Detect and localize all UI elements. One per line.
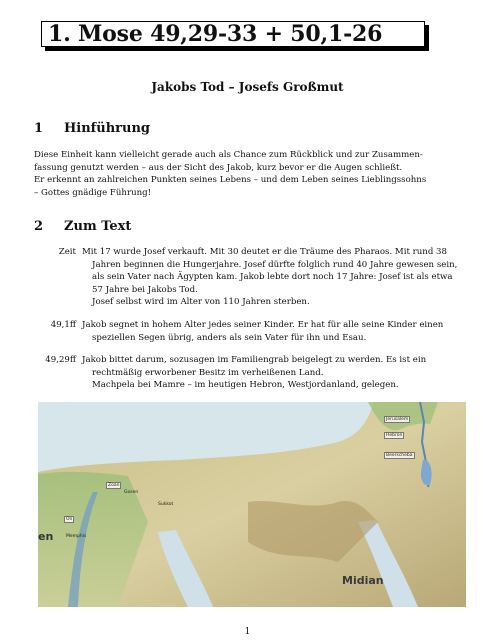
- entry-text: [82, 354, 464, 392]
- entry-label: 49,29ff: [45, 355, 76, 365]
- map-label-en: en: [38, 530, 54, 543]
- map-label-hebron: Hebron: [386, 433, 403, 438]
- entry-line: Jakob bittet darum, sozusagen im Familiengrab beigelegt zu werden. Es ist ein: [82, 355, 427, 365]
- section-heading-2: [34, 219, 131, 234]
- page-title: 1. Mose 49,29-33 + 50,1-26: [48, 21, 383, 47]
- entry-line: als sein Vater nach Ägypten kam. Jakob lebte dort noch 17 Jahre: Josef ist als etwa: [92, 272, 453, 283]
- entry-line: rechtmäßig erworbener Besitz im verheißenen Land.: [92, 367, 324, 378]
- section-number: 1: [34, 121, 44, 136]
- entry-line: speziellen Segen übrig, anders als sein Vater für ihn und Esau.: [92, 332, 367, 343]
- intro-line: – Gottes gnädige Führung!: [34, 187, 152, 198]
- subtitle: Jakobs Tod – Josefs Großmut: [151, 80, 344, 94]
- intro-line: Diese Einheit kann vielleicht gerade auch als Chance zum Rückblick und zur Zusammen-: [34, 150, 423, 160]
- entry-text: [82, 319, 464, 344]
- relief-map: [38, 402, 466, 607]
- map-label-jerusalem: Jerusalem: [386, 417, 409, 422]
- entry-line: Jahren beginnen die Hungerjahre. Josef dürfte folglich rund 40 Jahre gewesen sein,: [92, 259, 458, 270]
- map-label-sukkot: Sukkot: [158, 502, 174, 507]
- section-title: Hinführung: [64, 121, 151, 136]
- map-label-zoan: Zoan: [108, 483, 120, 488]
- intro-paragraph: [34, 149, 464, 199]
- entry-line: Mit 17 wurde Josef verkauft. Mit 30 deutet er die Träume des Pharaos. Mit rund 38: [82, 247, 447, 257]
- map-label-midian: Midian: [342, 574, 384, 587]
- page-number: 1: [244, 627, 251, 637]
- entry-text: [82, 246, 464, 309]
- entry-line: Jakob segnet in hohem Alter jedes seiner Kinder. Er hat für alle seine Kinder einen: [82, 320, 444, 330]
- section-title: Zum Text: [64, 219, 132, 234]
- entry-line: Machpela bei Mamre – im heutigen Hebron, Westjordanland, gelegen.: [92, 380, 399, 391]
- section-heading-1: [34, 121, 150, 136]
- title-box: [41, 21, 425, 47]
- section-number: 2: [34, 219, 44, 234]
- intro-line: Er erkennt an zahlreichen Punkten seines Lebens – und dem Leben seines Lieblingssohns: [34, 175, 427, 186]
- map-label-gosen: Gosen: [124, 490, 139, 495]
- intro-line: fassung genutzt werden – aus der Sicht des Jakob, kurz bevor er die Augen schließt.: [34, 162, 403, 173]
- entry-line: 57 Jahre bei Jakobs Tod.: [92, 284, 198, 295]
- map-label-beerscheba: Beerscheba: [386, 453, 413, 458]
- entry-line: Josef selbst wird im Alter von 110 Jahren sterben.: [92, 297, 310, 308]
- entry-label: 49,1ff: [50, 320, 76, 330]
- entry-label: Zeit: [58, 247, 76, 257]
- map-label-on: On: [66, 517, 73, 522]
- map-label-memphis: Memphis: [66, 534, 87, 539]
